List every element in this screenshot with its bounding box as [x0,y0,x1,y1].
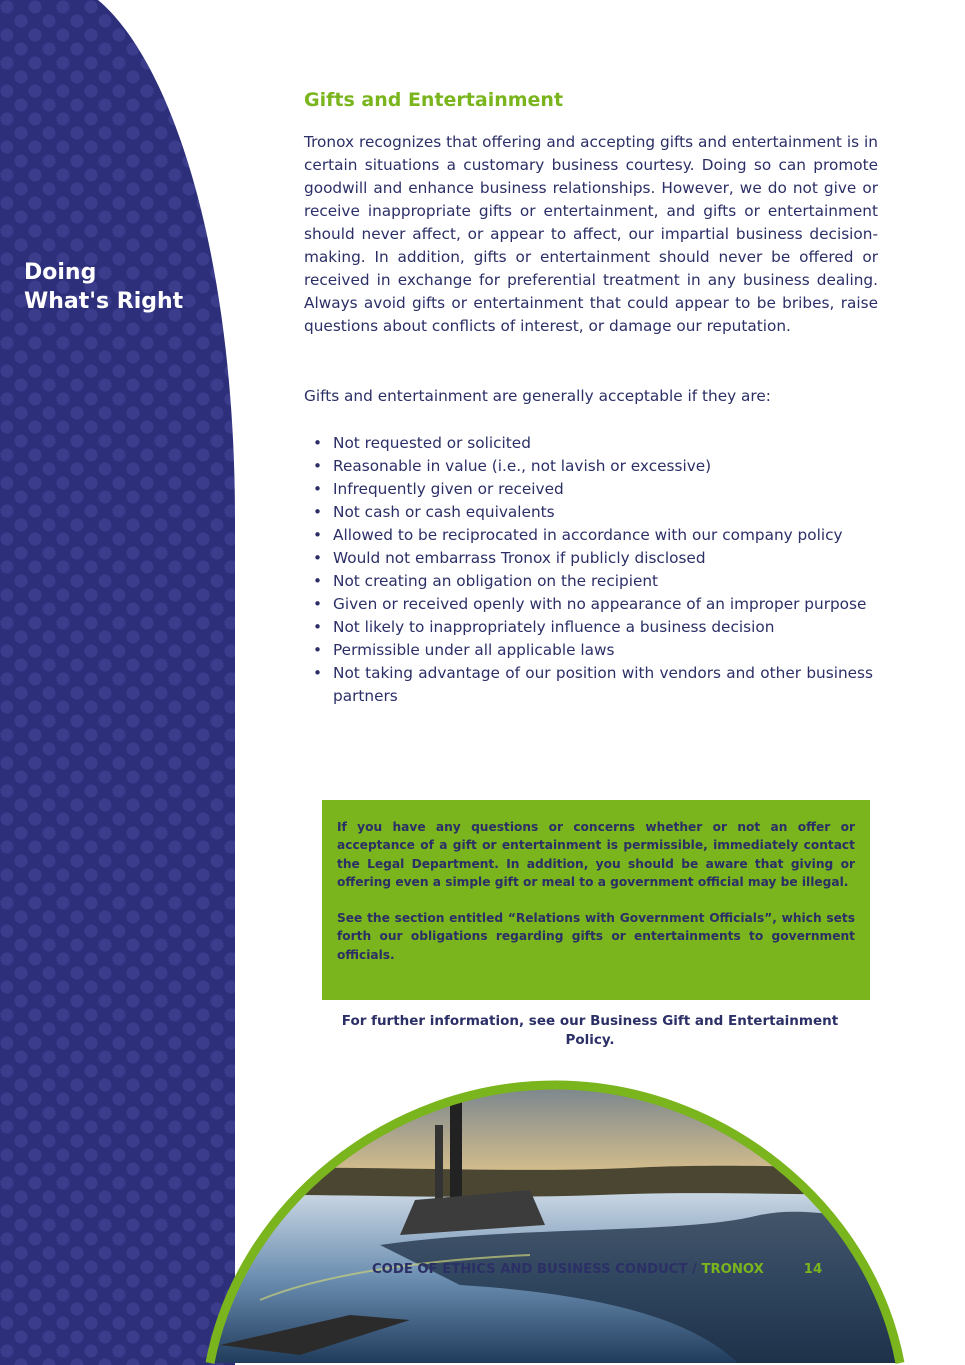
list-item [313,455,873,478]
list-item [313,524,873,547]
bullet-icon: • [313,595,323,613]
callout-paragraph-1: If you have any questions or concerns whether or not an offer or acceptance of a gift or entertainment is permissible, immediately contact the Legal Department. In addition, you should be aware that giving or offering even a simple gift or meal to a government official may be illegal. [337,820,855,889]
list-item-text: Infrequently given or received [333,480,564,498]
bullet-icon: • [313,434,323,452]
bullet-icon: • [313,549,323,567]
list-item-text: Not requested or solicited [333,434,531,452]
callout-paragraph-2: See the section entitled “Relations with Government Officials”, which sets forth our obligations regarding gifts or entertainments to government officials. [337,911,855,962]
further-info-note: For further information, see our Business Gift and Entertainment Policy. [341,1013,839,1048]
acceptable-criteria-list [313,432,873,708]
list-item [313,616,873,639]
bullet-icon: • [313,526,323,544]
bullet-icon: • [313,480,323,498]
acceptable-intro: Gifts and entertainment are generally acceptable if they are: [304,387,771,405]
list-item-text: Not likely to inappropriately influence a business decision [333,618,775,636]
page-footer [372,1262,822,1277]
sidebar-title-line2: What's Right [24,289,184,314]
list-item [313,662,873,708]
bullet-icon: • [313,618,323,636]
list-item-text: Allowed to be reciprocated in accordance with our company policy [333,526,843,544]
list-item-text: Permissible under all applicable laws [333,641,615,659]
sidebar-title [24,258,183,316]
list-item-text: Would not embarrass Tronox if publicly disclosed [333,549,706,567]
list-item-text: Not cash or cash equivalents [333,503,555,521]
bullet-icon: • [313,572,323,590]
list-item-text: Given or received openly with no appearance of an improper purpose [333,595,867,613]
sidebar-title-line1: Doing [24,260,97,285]
dredge-photo [200,1075,910,1365]
list-item [313,593,873,616]
list-item-text: Reasonable in value (i.e., not lavish or excessive) [333,457,712,475]
list-item [313,501,873,524]
list-item [313,639,873,662]
intro-paragraph: Tronox recognizes that offering and accepting gifts and entertainment is in certain situations a customary business courtesy. Doing so can promote goodwill and enhance business relationships. However, we do not give or receive inappropriate gifts or entertainment, and gifts or entertainment should never affect, or appear to affect, our impartial business decision-making. In addition, gifts or entertainment should never be offered or received in exchange for preferential treatment in any business dealing. Always avoid gifts or entertainment that could appear to be bribes, raise questions about conflicts of interest, or damage our reputation. [304,133,878,335]
footer-brand: TRONOX [701,1262,764,1277]
bullet-icon: • [313,457,323,475]
footer-label: CODE OF ETHICS AND BUSINESS CONDUCT / [372,1262,702,1277]
page-number: 14 [803,1262,823,1277]
list-item-text: Not taking advantage of our position with vendors and other business partners [333,664,873,705]
bullet-icon: • [313,641,323,659]
list-item [313,478,873,501]
bullet-icon: • [313,664,323,682]
list-item-text: Not creating an obligation on the recipient [333,572,659,590]
section-heading: Gifts and Entertainment [304,89,564,111]
bullet-icon: • [313,503,323,521]
list-item [313,547,873,570]
list-item [313,432,873,455]
list-item [313,570,873,593]
callout-box [322,800,870,1000]
